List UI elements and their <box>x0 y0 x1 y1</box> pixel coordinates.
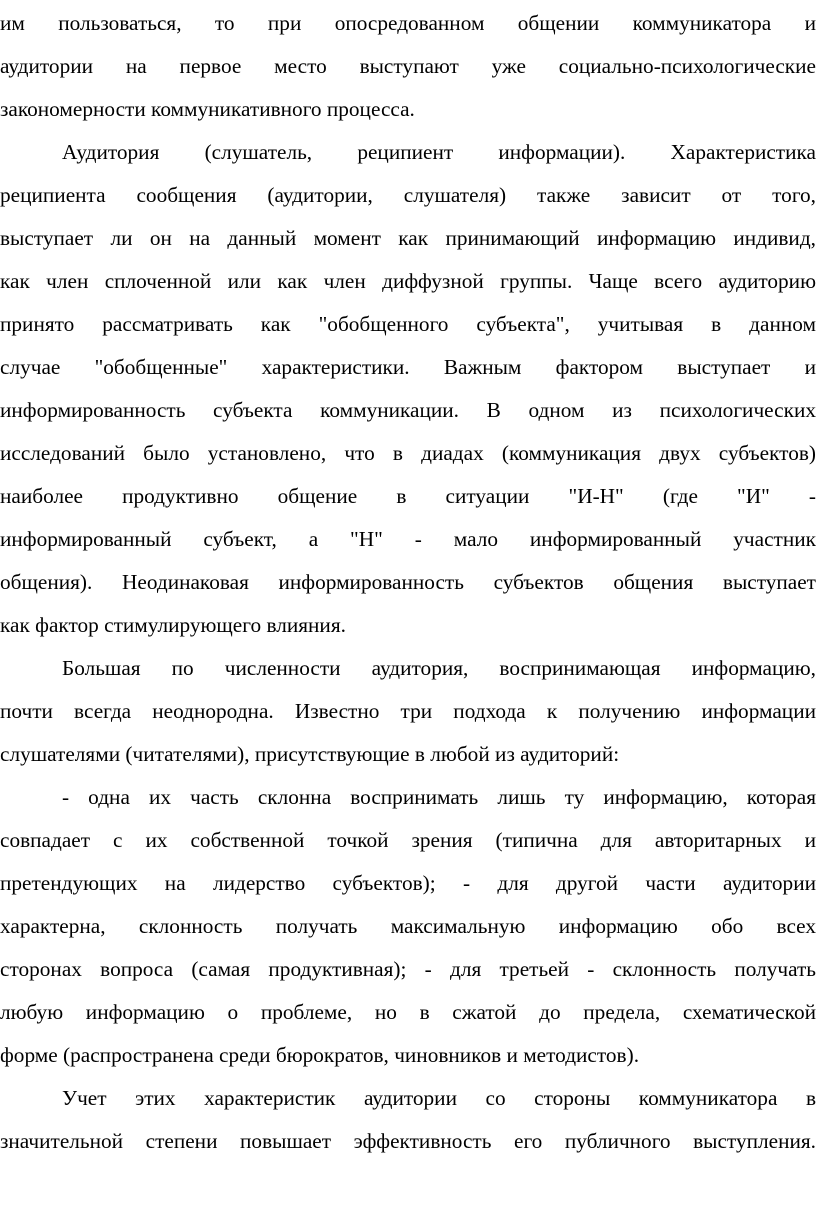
text-line: наиболее продуктивно общение в ситуации "И-Н" (где "И" - <box>0 484 816 508</box>
text-line: выступает ли он на данный момент как принимающий информацию индивид, <box>0 226 816 250</box>
text-line: аудитории на первое место выступают уже социально-психологические <box>0 54 816 78</box>
text-line: Большая по численности аудитория, воспринимающая информацию, <box>62 656 816 680</box>
text-line: принято рассматривать как "обобщенного субъекта", учитывая в данном <box>0 312 816 336</box>
text-line: как член сплоченной или как член диффузной группы. Чаще всего аудиторию <box>0 269 816 293</box>
paragraph <box>0 2 816 131</box>
text-line: им пользоваться, то при опосредованном общении коммуникатора и <box>0 11 816 35</box>
text-line: Аудитория (слушатель, реципиент информации). Характеристика <box>62 140 816 164</box>
text-line: - одна их часть склонна воспринимать лишь ту информацию, которая <box>62 785 816 809</box>
document-page <box>0 2 816 1163</box>
text-line: почти всегда неоднородна. Известно три подхода к получению информации <box>0 699 816 723</box>
text-line: любую информацию о проблеме, но в сжатой до предела, схематической <box>0 1000 816 1024</box>
text-line: Учет этих характеристик аудитории со стороны коммуникатора в <box>62 1086 816 1110</box>
text-line: как фактор стимулирующего влияния. <box>0 613 346 637</box>
paragraph <box>0 776 816 1077</box>
paragraph <box>0 1077 816 1163</box>
text-line: случае "обобщенные" характеристики. Важным фактором выступает и <box>0 355 816 379</box>
text-line: закономерности коммуникативного процесса. <box>0 97 415 121</box>
text-line: слушателями (читателями), присутствующие в любой из аудиторий: <box>0 742 620 766</box>
text-line: исследований было установлено, что в диадах (коммуникация двух субъектов) <box>0 441 816 465</box>
text-line: общения). Неодинаковая информированность субъектов общения выступает <box>0 570 816 594</box>
paragraph <box>0 647 816 776</box>
paragraph <box>0 131 816 647</box>
text-line: значительной степени повышает эффективность его публичного выступления. <box>0 1129 816 1153</box>
text-line: реципиента сообщения (аудитории, слушателя) также зависит от того, <box>0 183 816 207</box>
text-line: информированность субъекта коммуникации. В одном из психологических <box>0 398 816 422</box>
text-line: претендующих на лидерство субъектов); - для другой части аудитории <box>0 871 816 895</box>
text-line: форме (распространена среди бюрократов, чиновников и методистов). <box>0 1043 640 1067</box>
text-line: совпадает с их собственной точкой зрения (типична для авторитарных и <box>0 828 816 852</box>
text-line: информированный субъект, а "Н" - мало информированный участник <box>0 527 816 551</box>
text-line: характерна, склонность получать максимальную информацию обо всех <box>0 914 816 938</box>
text-line: сторонах вопроса (самая продуктивная); - для третьей - склонность получать <box>0 957 816 981</box>
